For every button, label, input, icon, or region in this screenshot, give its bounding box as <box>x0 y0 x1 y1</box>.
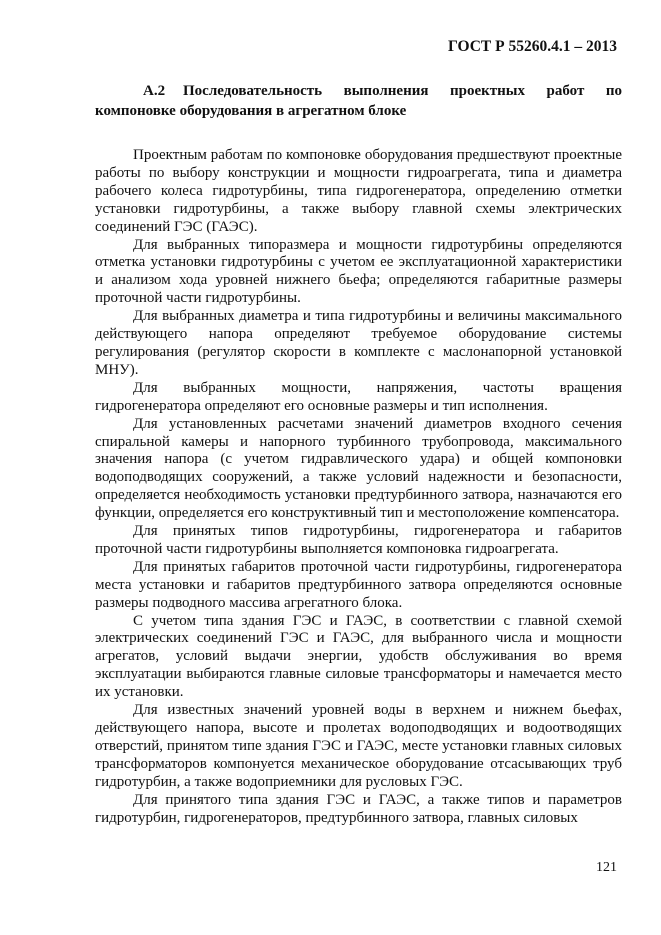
paragraph: Для установленных расчетами значений диаметров входного сечения спиральной камеры и напорного турбинного трубопровода, максимального значения напора (с учетом гидравлического удара) и общей компоновки водоподводящих сооружений, а также условий надежности и безопасности, определяется необходимость установки предтурбинного затвора, назначаются его функции, определяется его конструктивный тип и местоположение компенсатора. <box>95 415 622 522</box>
paragraph: Для известных значений уровней воды в верхнем и нижнем бьефах, действующего напора, высоте и пролетах водоподводящих и водоотводящих отверстий, принятом типе здания ГЭС и ГАЭС, месте установки главных силовых трансформаторов компонуется механическое оборудование отсасывающих труб гидротурбин, а также водоприемники для русловых ГЭС. <box>95 702 622 790</box>
paragraph: С учетом типа здания ГЭС и ГАЭС, в соответствии с главной схемой электрических соединений ГЭС и ГАЭС, для выбранного числа и мощности агрегатов, условий выдачи энергии, удобств обслуживания во время эксплуатации выбираются главные силовые трансформаторы и намечается место их установки. <box>95 612 622 701</box>
paragraph: Для выбранных мощности, напряжения, частоты вращения гидрогенератора определяют его основные размеры и тип исполнения. <box>95 379 622 414</box>
page-number: 121 <box>596 860 617 875</box>
section-title: Последовательность выполнения проектных работ по компоновке оборудования в агрегатном блоке <box>95 83 622 119</box>
paragraph: Для выбранных типоразмера и мощности гидротурбины определяются отметка установки гидротурбины с учетом ее эксплуатационной характеристики и анализом хода уровней нижнего бьефа; определяются габаритные размеры проточной части гидротурбины. <box>95 236 622 307</box>
paragraph: Для принятого типа здания ГЭС и ГАЭС, а также типов и параметров гидротурбин, гидрогенераторов, предтурбинного затвора, главных силовых <box>95 791 622 826</box>
document-header: ГОСТ Р 55260.4.1 – 2013 <box>448 38 617 55</box>
paragraph: Для принятых габаритов проточной части гидротурбины, гидрогенератора места установки и габаритов предтурбинного затвора определяются основные размеры подводного массива агрегатного блока. <box>95 558 622 611</box>
section-number: А.2 <box>143 83 166 99</box>
paragraph: Для принятых типов гидротурбины, гидрогенератора и габаритов проточной части гидротурбины выполняется компоновка гидроагрегата. <box>95 523 622 557</box>
paragraph: Проектным работам по компоновке оборудования предшествуют проектные работы по выбору конструкции и мощности гидроагрегата, типа и диаметра рабочего колеса гидротурбины, типа гидрогенератора, определению отметки установки гидротурбины, а также выбору главной схемы электрических соединений ГЭС (ГАЭС). <box>95 147 622 235</box>
section-heading <box>95 81 622 121</box>
paragraph: Для выбранных диаметра и типа гидротурбины и величины максимального действующего напора определяют требуемое оборудование системы регулирования (регулятор скорости в комплекте с маслонапорной установкой МНУ). <box>95 308 622 378</box>
page-content <box>95 81 622 827</box>
